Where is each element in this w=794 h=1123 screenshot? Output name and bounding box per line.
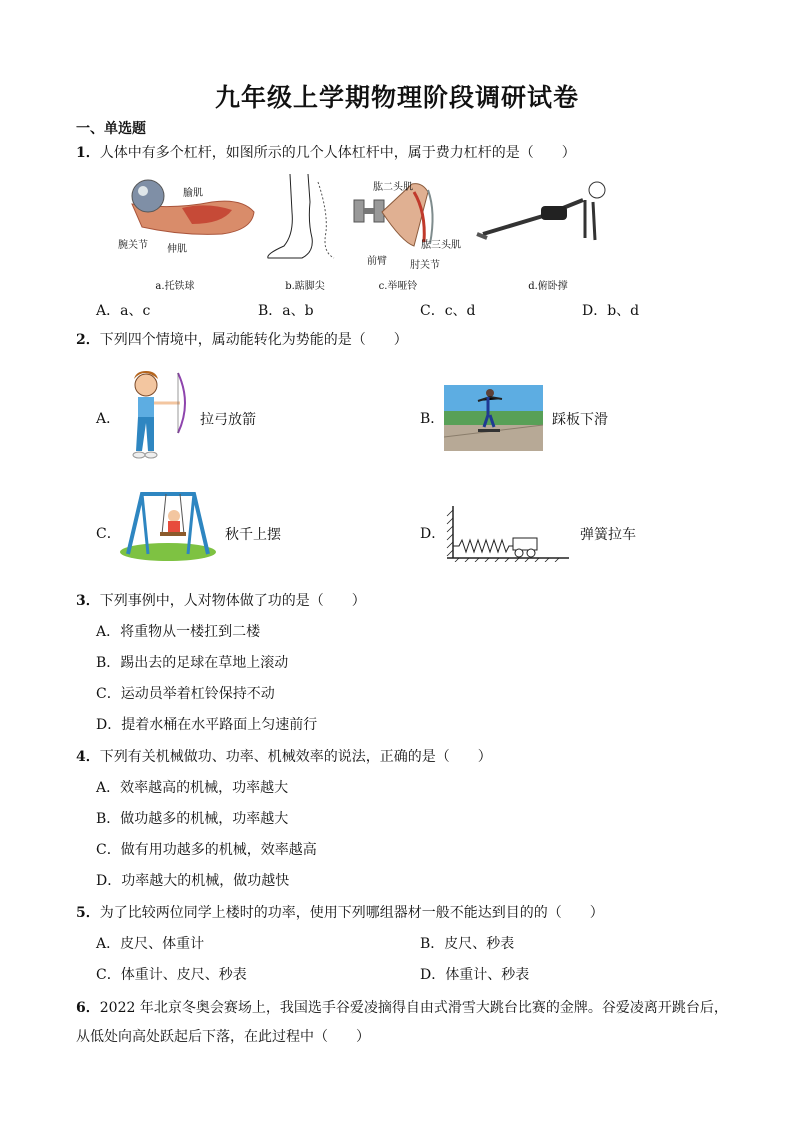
image-archery (120, 367, 192, 467)
question-text: 2022 年北京冬奥会赛场上，我国选手谷爱凌摘得自由式滑雪大跳台比赛的金牌。谷爱凌离开跳台后， (99, 1000, 728, 1016)
option-c[interactable]: C．运动员举着杠铃保持不动 (96, 686, 275, 702)
figure-caption: d.俯卧撑 (528, 281, 568, 292)
image-swing (118, 490, 218, 562)
option-c[interactable]: C．做有用功越多的机械，效率越高 (96, 842, 317, 858)
option-a[interactable]: A．效率越高的机械，功率越大 (96, 780, 289, 796)
option-c-letter[interactable]: C． (96, 526, 121, 542)
label-extensor: 伸肌 (167, 244, 187, 255)
question-6-stem-continued: 从低处向高处跃起后下落，在此过程中（ ） (76, 1029, 370, 1045)
question-text: 下列事例中，人对物体做了功的是（ ） (99, 593, 366, 609)
question-text: 为了比较两位同学上楼时的功率，使用下列哪组器材一般不能达到目的的（ ） (99, 905, 604, 921)
question-number: 1． (76, 145, 100, 161)
question-3-stem (76, 591, 366, 611)
option-c[interactable]: C．c、d (420, 303, 476, 319)
scene-label-a: 拉弓放箭 (200, 412, 256, 428)
label-muscle: 腧肌 (183, 188, 203, 199)
option-d-letter[interactable]: D． (420, 526, 446, 542)
image-skateboard (444, 385, 543, 451)
question-number: 2． (76, 332, 100, 348)
option-d[interactable]: D．提着水桶在水平路面上匀速前行 (96, 717, 318, 733)
scene-label-d: 弹簧拉车 (580, 527, 636, 543)
question-number: 3． (76, 593, 100, 609)
option-b[interactable]: B．皮尺、秒表 (420, 936, 515, 952)
label-forearm: 前臂 (367, 256, 387, 267)
option-a[interactable]: A．将重物从一楼扛到二楼 (96, 624, 261, 640)
option-a-letter[interactable]: A． (96, 411, 121, 427)
question-6-stem (76, 998, 728, 1018)
label-elbow: 肘关节 (410, 260, 440, 271)
question-4-stem (76, 747, 492, 767)
scene-label-b: 踩板下滑 (552, 412, 608, 428)
option-c[interactable]: C．体重计、皮尺、秒表 (96, 967, 247, 983)
option-b[interactable]: B．a、b (258, 303, 314, 319)
scene-label-c: 秋千上摆 (225, 527, 281, 543)
figure-foot (262, 172, 347, 262)
option-a[interactable]: A．a、c (96, 303, 151, 319)
page-title: 九年级上学期物理阶段调研试卷 (214, 83, 579, 112)
question-text: 下列四个情境中，属动能转化为势能的是（ ） (99, 332, 408, 348)
option-b-letter[interactable]: B． (420, 411, 445, 427)
figure-pushup (473, 176, 618, 251)
question-number: 6． (76, 1000, 100, 1016)
question-text: 人体中有多个杠杆，如图所示的几个人体杠杆中，属于费力杠杆的是（ ） (99, 145, 576, 161)
option-b[interactable]: B．踢出去的足球在草地上滚动 (96, 655, 289, 671)
figure-caption: b.踮脚尖 (285, 281, 325, 292)
figure-caption: a.托铁球 (155, 281, 195, 292)
option-d[interactable]: D．b、d (582, 303, 640, 319)
figure-caption: c.举哑铃 (378, 281, 418, 292)
option-a[interactable]: A．皮尺、体重计 (96, 936, 205, 952)
section-heading: 一、单选题 (76, 121, 146, 137)
option-d[interactable]: D．功率越大的机械，做功越快 (96, 873, 290, 889)
question-1-stem (76, 143, 576, 163)
question-text: 下列有关机械做功、功率、机械效率的说法，正确的是（ ） (99, 749, 492, 765)
question-number: 4． (76, 749, 100, 765)
label-biceps: 肱二头肌 (373, 182, 413, 193)
label-wrist: 腕关节 (118, 240, 148, 251)
question-2-stem (76, 330, 408, 350)
question-number: 5． (76, 905, 100, 921)
question-5-stem (76, 903, 604, 923)
label-triceps: 肱三头肌 (421, 240, 461, 251)
image-spring-cart (445, 504, 570, 562)
option-d[interactable]: D．体重计、秒表 (420, 967, 530, 983)
option-b[interactable]: B．做功越多的机械，功率越大 (96, 811, 289, 827)
